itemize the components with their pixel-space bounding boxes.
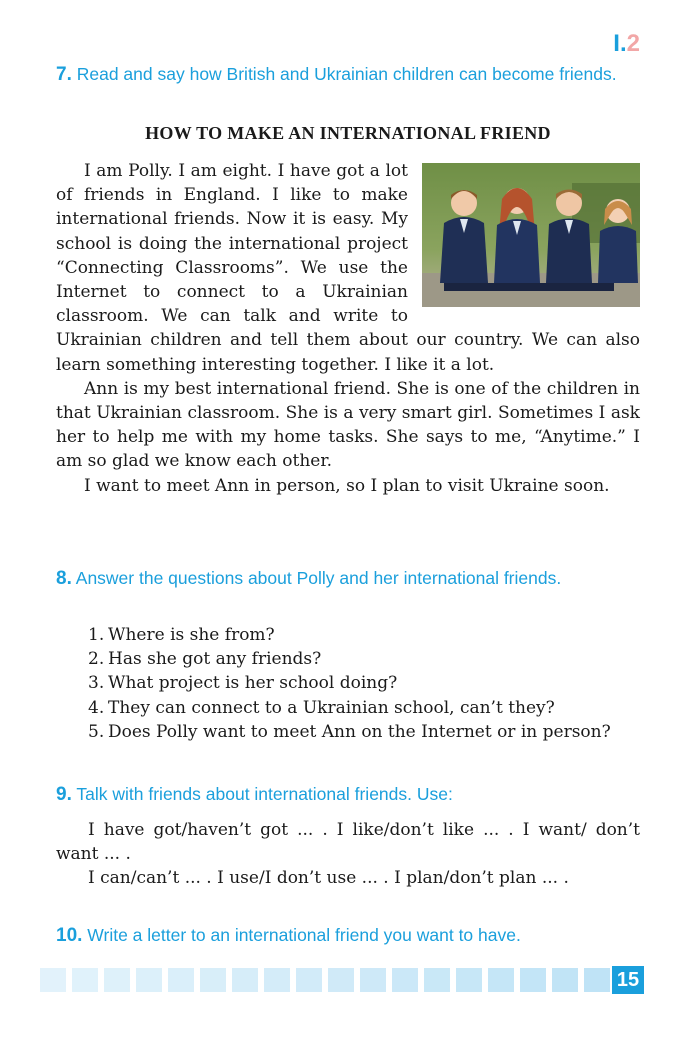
question-text: Where is she from? (108, 625, 275, 645)
footer-block (232, 968, 258, 992)
question-list (56, 623, 640, 744)
question-text: Does Polly want to meet Ann on the Internet or in person? (108, 721, 611, 742)
question-item (56, 720, 640, 744)
question-number: 4. (88, 697, 105, 718)
story-paragraph-2: Ann is my best international friend. She is one of the children in that Ukrainian classroom. She is a very smart girl. Sometimes I ask her to help me with my home tasks. She says to me, “Anytime.” I am so glad we know each other. (56, 378, 640, 472)
footer-block (520, 968, 546, 992)
page-number: 15 (612, 966, 644, 994)
footer-block (424, 968, 450, 992)
footer-block (392, 968, 418, 992)
question-number: 2. (88, 649, 105, 670)
task-text: Talk with friends about international friends. Use: (76, 784, 453, 804)
unit-marker-main: I (613, 30, 620, 57)
question-text: What project is her school doing? (108, 673, 398, 694)
question-number: 5. (88, 721, 105, 742)
footer-block (168, 968, 194, 992)
footer-block (552, 968, 578, 992)
footer-block (456, 968, 482, 992)
unit-marker (613, 30, 640, 58)
footer-block (200, 968, 226, 992)
story-title: HOW TO MAKE AN INTERNATIONAL FRIEND (145, 123, 551, 143)
story-text (56, 159, 640, 498)
footer-block (40, 968, 66, 992)
footer-decoration (40, 968, 610, 992)
task-text: Answer the questions about Polly and her international friends. (75, 568, 562, 588)
footer-block (296, 968, 322, 992)
unit-marker-number: 2 (626, 30, 640, 57)
task-number: 10. (56, 925, 83, 946)
task-number: 7. (56, 64, 72, 85)
footer-block (360, 968, 386, 992)
question-number: 1. (88, 625, 105, 645)
question-number: 3. (88, 673, 105, 694)
question-text: They can connect to a Ukrainian school, can’t they? (108, 697, 555, 718)
task-number: 8. (56, 568, 72, 589)
task-8-instruction (56, 567, 640, 590)
question-item (56, 671, 640, 695)
footer-block (104, 968, 130, 992)
use-phrases-line-2: I can/can’t ... . I use/I don’t use ... . I plan/don’t plan ... . (88, 868, 569, 889)
question-item (56, 696, 640, 720)
question-item (56, 623, 640, 647)
task-text: Write a letter to an international friend you want to have. (87, 925, 521, 945)
task-9-instruction (56, 783, 640, 806)
footer-block (328, 968, 354, 992)
question-text: Has she got any friends? (108, 649, 322, 670)
question-item (56, 647, 640, 671)
task-text: Read and say how British and Ukrainian children can become friends. (76, 64, 617, 84)
task-7-instruction (56, 63, 640, 86)
footer-block (488, 968, 514, 992)
footer-block (136, 968, 162, 992)
footer-block (264, 968, 290, 992)
use-phrases (56, 818, 640, 891)
footer-block (584, 968, 610, 992)
task-number: 9. (56, 784, 72, 805)
children-photo (422, 163, 640, 307)
use-phrases-line-1: I have got/haven’t got ... . I like/don’t like ... . I want/ don’t want ... . (56, 820, 640, 865)
footer-block (72, 968, 98, 992)
unit-marker-sep: . (619, 30, 627, 57)
story-paragraph-3: I want to meet Ann in person, so I plan to visit Ukraine soon. (84, 475, 610, 496)
task-10-instruction (56, 924, 640, 947)
story-paragraph-1: I am Polly. I am eight. I have got a lot of friends in England. I like to make international friends. Now it is easy. My school is doing the international project “Connecting Classrooms”. We use the Internet to connect to a Ukrainian classroom. We can talk and write to Ukrainian children and tell them about our country. We can also learn something interesting together. I like it a lot. (56, 161, 640, 375)
